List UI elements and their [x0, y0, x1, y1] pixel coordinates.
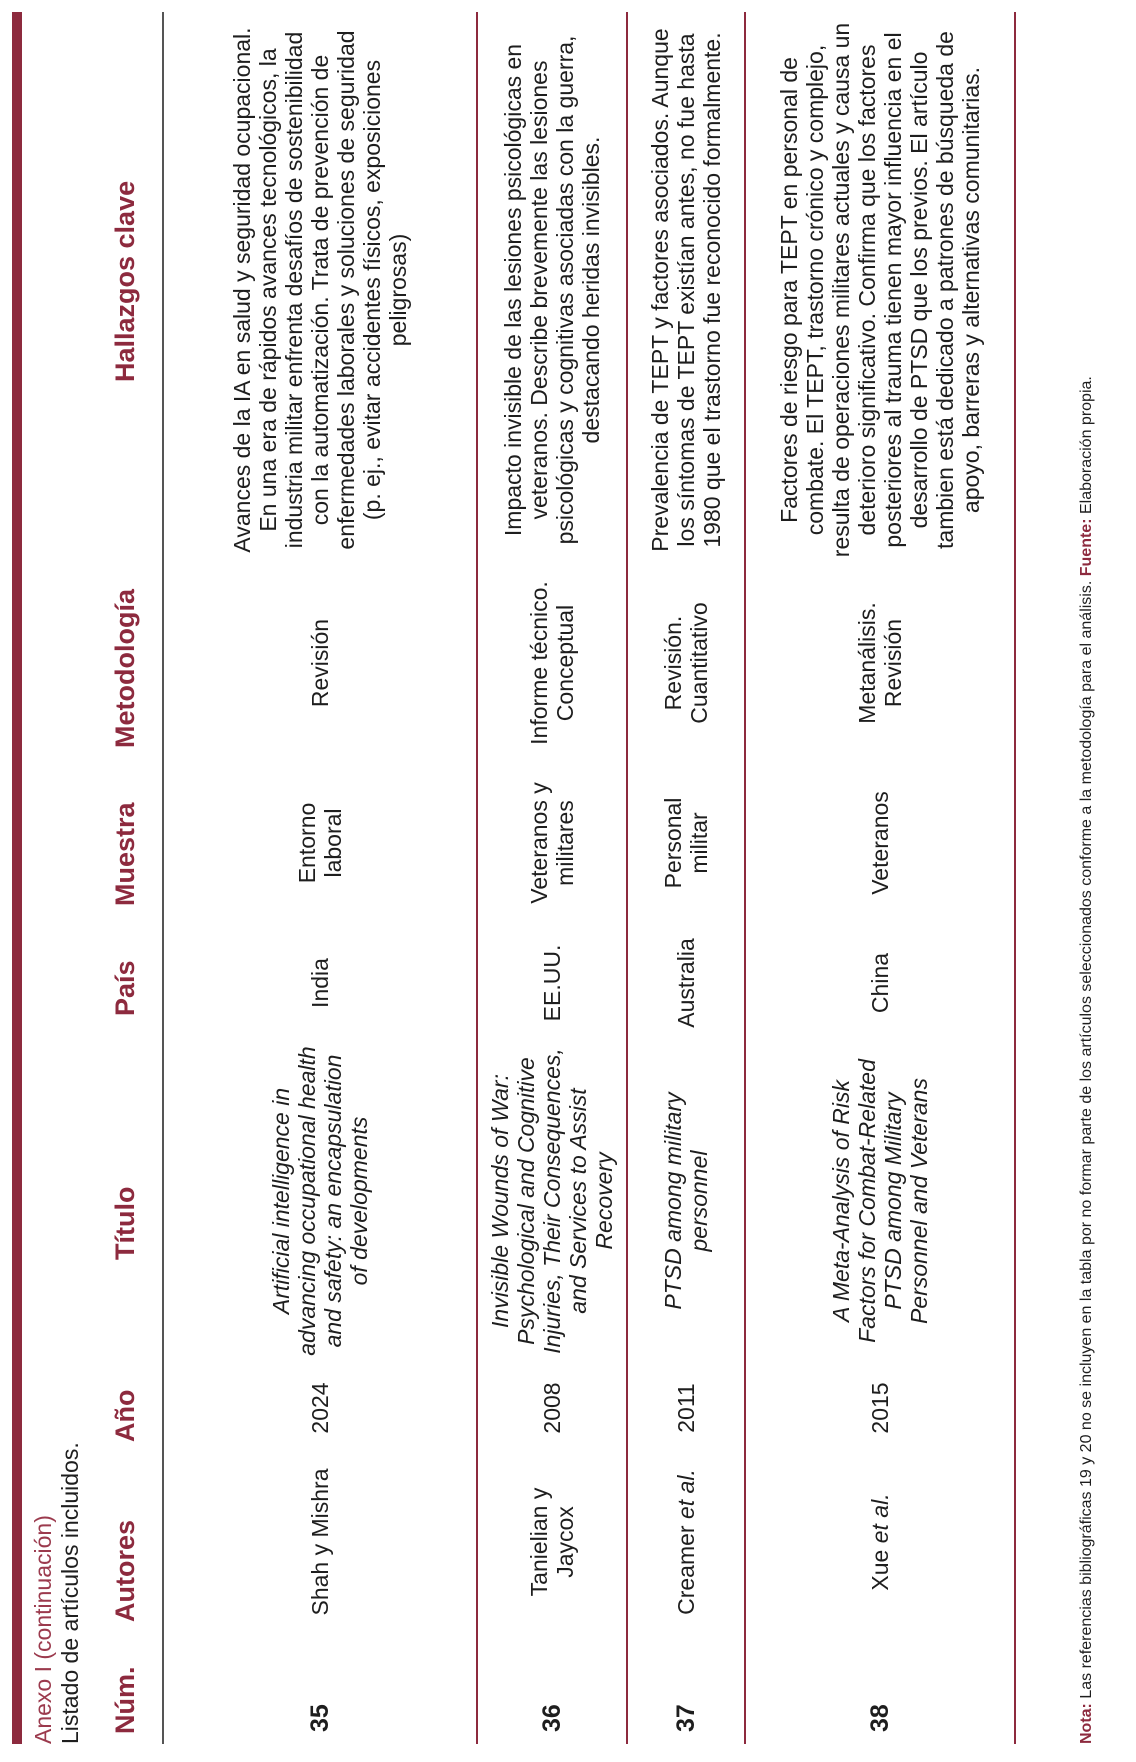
autores-name: Xue [867, 1543, 893, 1591]
cell-titulo: A Meta-Analysis of Risk Factors for Combat-Related PTSD among Military Personnel and Veterans [828, 1059, 932, 1343]
caption-continuation: Anexo I (continuación) [30, 1515, 56, 1744]
cell-num: 38 [866, 1704, 894, 1732]
autores-etal: et al. [867, 1493, 893, 1544]
header-titulo: Título [109, 1186, 140, 1260]
header-hallazgos: Hallazgos clave [109, 180, 140, 382]
cell-autores: Tanielian y Jaycox [526, 1487, 578, 1597]
cell-num: 35 [306, 1704, 334, 1732]
cell-num: 37 [672, 1704, 700, 1732]
cell-pais: Australia [673, 938, 699, 1028]
source-label: Fuente: [1078, 518, 1095, 577]
header-num: Núm. [109, 1666, 140, 1734]
top-accent-bar [12, 12, 22, 1744]
cell-metodologia: Informe técnico. Conceptual [526, 581, 578, 745]
table-row [627, 12, 745, 1744]
cell-pais: China [867, 952, 893, 1014]
header-pais: País [109, 960, 140, 1016]
table-notes [1078, 376, 1096, 1744]
table-row [745, 12, 1015, 1744]
cell-pais: EE.UU. [539, 944, 565, 1022]
cell-metodologia: Revisión. Cuantitativo [660, 602, 712, 724]
table-header-row [88, 12, 163, 1744]
cell-muestra: Veteranos [867, 791, 893, 895]
header-autores: Autores [109, 1519, 140, 1622]
cell-pais: India [307, 958, 333, 1008]
header-muestra: Muestra [109, 802, 140, 906]
cell-autores: Shah y Mishra [307, 1468, 333, 1616]
cell-metodologia: Revisión [307, 618, 333, 708]
cell-autores [745, 1452, 1015, 1632]
cell-hallazgos: Impacto invisible de las lesiones psicológicas en veteranos. Describe brevemente las lesiones psicológicas y cognitivas asociadas con la guerra, destacando heridas invisibles. [500, 35, 604, 545]
header-metodologia: Metodología [109, 589, 140, 748]
caption-title: Listado de artículos incluidos. [57, 1442, 83, 1744]
source-text: Elaboración propia. [1078, 376, 1095, 519]
header-anio: Año [109, 1389, 140, 1442]
autores-etal: et al. [673, 1469, 699, 1520]
table-row [163, 12, 477, 1744]
cell-anio: 2008 [539, 1382, 565, 1434]
cell-hallazgos: Prevalencia de TEPT y factores asociados. Aunque los síntomas de TEPT existían antes, no fue hasta 1980 que el trastorno fue reconocido formalmente. [647, 28, 725, 552]
cell-titulo: Invisible Wounds of War: Psychological and Cognitive Injuries, Their Consequences, and Services to Assist Recovery [487, 1048, 617, 1354]
note-text: Las referencias bibliográficas 19 y 20 no se incluyen en la tabla por no formar parte de los artículos seleccionados conforme a la metodología para el análisis. [1078, 576, 1095, 1704]
cell-anio: 2015 [867, 1382, 893, 1434]
cell-muestra: Veteranos y militares [526, 782, 578, 904]
cell-num: 36 [538, 1704, 566, 1732]
cell-anio: 2011 [673, 1383, 699, 1433]
cell-muestra: Entorno laboral [294, 802, 346, 884]
cell-anio: 2024 [307, 1382, 333, 1434]
table-caption [30, 1442, 84, 1744]
cell-hallazgos: Avances de la IA en salud y seguridad ocupacional. En una era de rápidos avances tecnológicos, la industria militar enfrenta desafíos de sostenibilidad con la automatización. Trata de prevención de enfermedades laborales y soluciones de seguridad (p. ej., evitar accidentes físicos, exposiciones peligrosas) [229, 27, 411, 553]
cell-titulo: Artificial intelligence in advancing occupational health and safety: an encapsulation of developments [268, 1046, 372, 1356]
table-row [477, 12, 627, 1744]
note-label: Nota: [1078, 1703, 1095, 1744]
cell-muestra: Personal militar [660, 797, 712, 889]
cell-metodologia: Metanálisis. Revisión [854, 602, 906, 724]
articles-table [88, 12, 1016, 1744]
autores-name: Creamer [673, 1519, 699, 1615]
cell-hallazgos: Factores de riesgo para TEPT en personal de combate. El TEPT, trastorno crónico y complejo, resulta de operaciones militares actuales y causa un deterioro significativo. Confirma que los factores posteriores al trauma tienen mayor influencia en el desarrollo de PTSD que los previos. El artículo tambien está dedicado a patrones de búsqueda de apoyo, barreras y alternativas comunitarias. [776, 22, 984, 558]
cell-titulo: PTSD among military personnel [660, 1092, 712, 1310]
cell-autores [627, 1452, 745, 1632]
